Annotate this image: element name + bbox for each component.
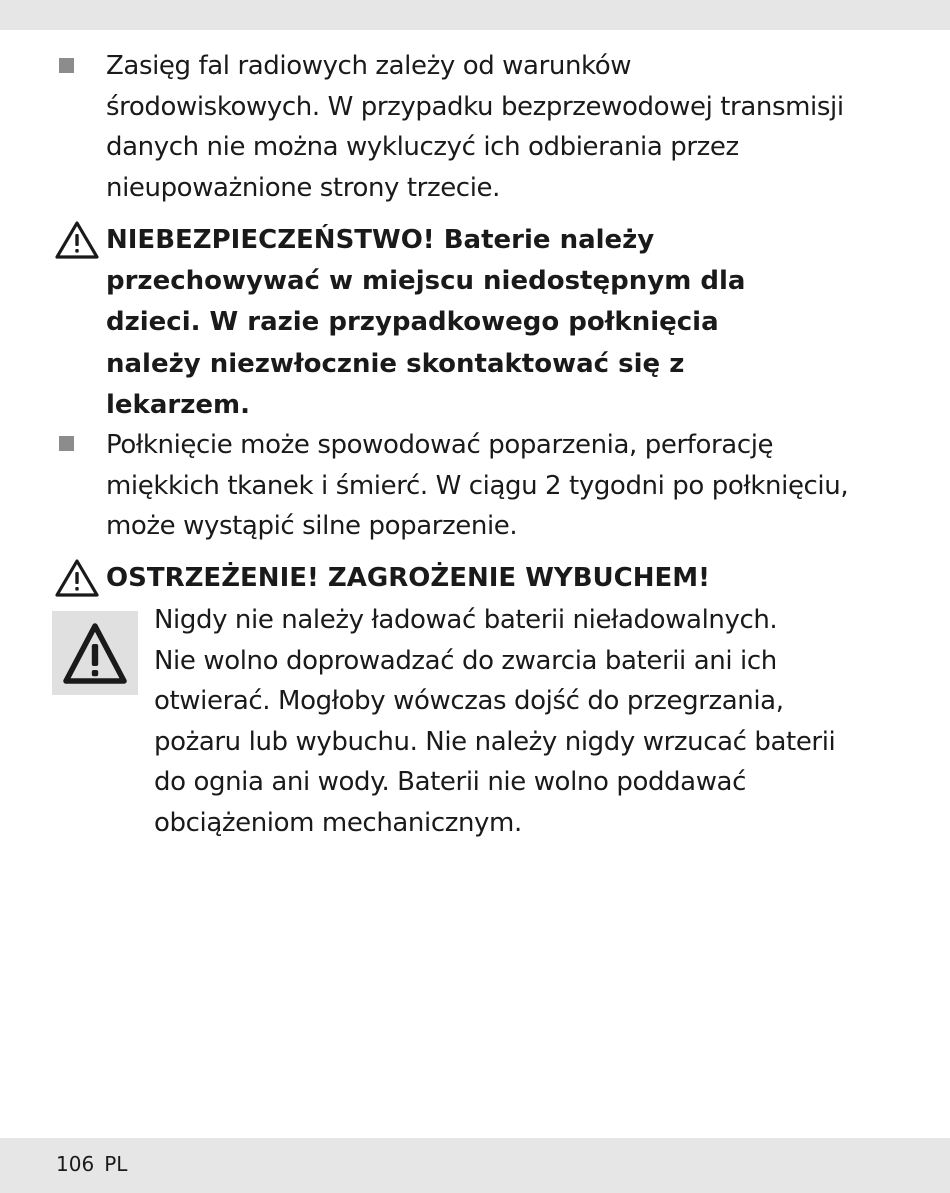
language-code: PL (104, 1152, 128, 1176)
text-line: Połknięcie może spowodować poparzenia, perforację (106, 430, 774, 460)
text-line: należy niezwłocznie skontaktować się z (106, 348, 685, 379)
warning-triangle-icon (52, 611, 138, 695)
text-line: miękkich tkanek i śmierć. W ciągu 2 tygodni po połknięciu, (106, 470, 849, 501)
warning-paragraph-explosion (154, 600, 894, 844)
danger-warning-batteries-children (106, 220, 896, 426)
text-line: NIEBEZPIECZEŃSTWO! Baterie należy (106, 225, 655, 255)
bullet-marker (59, 58, 74, 73)
warning-symbol-box (52, 611, 138, 695)
warning-heading-explosion (106, 558, 896, 599)
text-line: dzieci. W razie przypadkowego połknięcia (106, 307, 719, 338)
text-line: do ognia ani wody. Baterii nie wolno poddawać (154, 767, 746, 798)
footer-band (0, 1138, 950, 1193)
text-line: przechowywać w miejscu niedostępnym dla (106, 266, 746, 297)
text-line: Nie wolno doprowadzać do zwarcia baterii ani ich (154, 645, 777, 676)
text-line: nieupoważnione strony trzecie. (106, 172, 500, 203)
page-footer (56, 1152, 127, 1176)
text-line: Nigdy nie należy ładować baterii nieładowalnych. (154, 605, 778, 635)
bullet-paragraph-radio-range (106, 46, 896, 208)
header-band (0, 0, 950, 30)
text-line: może wystąpić silne poparzenie. (106, 511, 518, 542)
warning-triangle-icon (54, 220, 100, 260)
text-line: pożaru lub wybuchu. Nie należy nigdy wrzucać baterii (154, 726, 836, 757)
text-line: danych nie można wykluczyć ich odbierania przez (106, 132, 739, 163)
text-line: otwierać. Mogłoby wówczas dojść do przegrzania, (154, 686, 784, 717)
bullet-marker (59, 436, 74, 451)
text-line: obciążeniom mechanicznym. (154, 807, 522, 838)
text-line: lekarzem. (106, 389, 250, 420)
bullet-paragraph-swallowing (106, 425, 896, 547)
text-line: Zasięg fal radiowych zależy od warunków (106, 51, 632, 81)
warning-triangle-icon (54, 558, 100, 598)
page-number: 106 (56, 1152, 95, 1176)
warning-heading: OSTRZEŻENIE! ZAGROŻENIE WYBUCHEM! (106, 563, 710, 593)
text-line: środowiskowych. W przypadku bezprzewodowej transmisji (106, 91, 844, 122)
